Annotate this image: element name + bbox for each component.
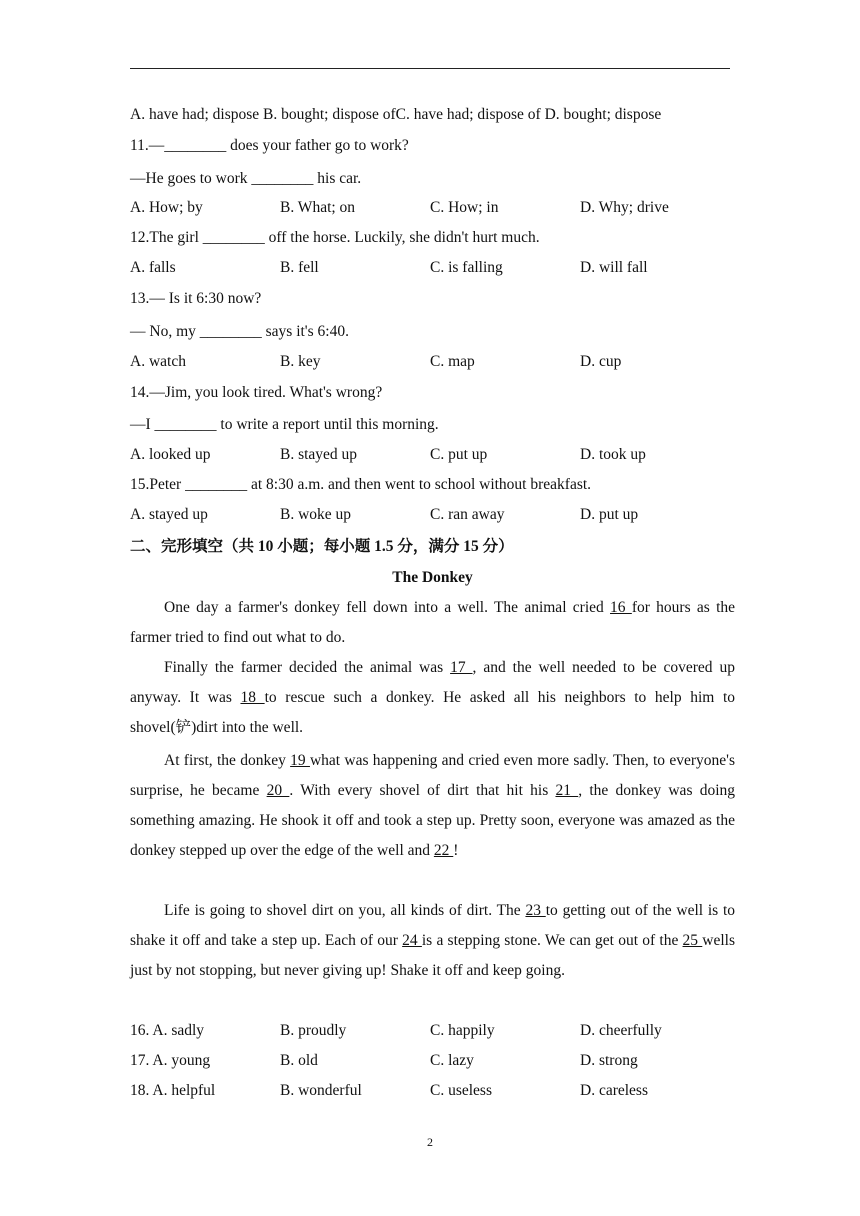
option-a: A. How; by [130,199,203,216]
header-rule [130,68,730,69]
blank-17: 17 [450,659,473,676]
q18-options [130,1081,735,1101]
option-a: 18. A. helpful [130,1082,216,1099]
option-c: C. put up [430,446,488,463]
option-d: D. Why; drive [580,199,669,216]
option-d: D. will fall [580,259,648,276]
page-number: 2 [427,1135,433,1149]
option-c: C. lazy [430,1052,474,1069]
q16-options [130,1021,735,1041]
passage-paragraph-4: Life is going to shovel dirt on you, all kinds of dirt. The 23 to getting out of the well is to shake it off and take a step up. Each of our 24 is a stepping stone. We can get out of the 25 wells just by not stopping, but never giving up! Shake it off and keep going. [130,902,736,979]
passage-paragraph-3: At first, the donkey 19 what was happening and cried even more sadly. Then, to everyone's surprise, he became 20 . With every shovel of dirt that hit his 21 , the donkey was doing something amazing. He shook it off and took a step up. Pretty soon, everyone was amazed as the donkey stepped up over the edge of the well and 22 ! [130,752,736,859]
q14-line-2: —I ________ to write a report until this morning. [130,416,439,433]
q11-line-1: 11.—________ does your father go to work? [130,137,409,154]
option-d: D. took up [580,446,646,463]
q13-options [130,352,735,372]
option-d: D. cheerfully [580,1022,662,1039]
q12-options [130,258,735,278]
option-a: 17. A. young [130,1052,211,1069]
q17-options [130,1051,735,1071]
option-c: C. map [430,353,475,370]
passage-title: The Donkey [392,569,473,586]
passage-paragraph-1: One day a farmer's donkey fell down into a well. The animal cried 16 for hours as the farmer tried to find out what to do. [130,599,735,646]
blank-20: 20 [266,782,290,799]
blank-24: 24 [402,932,422,949]
blank-21: 21 [555,782,579,799]
option-b: B. What; on [280,199,356,216]
q15-line-1: 15.Peter ________ at 8:30 a.m. and then went to school without breakfast. [130,476,592,493]
blank-16: 16 [610,599,632,616]
option-a: A. watch [130,353,186,370]
q14-line-1: 14.—Jim, you look tired. What's wrong? [130,384,383,401]
option-b: B. key [280,353,321,370]
option-b: B. stayed up [280,446,358,463]
option-b: B. wonderful [280,1082,362,1099]
option-d: D. cup [580,353,622,370]
option-a: 16. A. sadly [130,1022,205,1039]
option-a: A. falls [130,259,176,276]
q11-line-2: —He goes to work ________ his car. [130,170,362,187]
q13-line-2: — No, my ________ says it's 6:40. [130,323,349,340]
option-b: B. old [280,1052,318,1069]
q15-options [130,505,735,525]
blank-18: 18 [240,689,265,706]
blank-25: 25 [682,932,703,949]
option-d: D. careless [580,1082,648,1099]
option-a: A. stayed up [130,506,208,523]
q10-options: A. have had; dispose B. bought; dispose ofC. have had; dispose of D. bought; dispose [130,106,662,123]
section-heading: 二、完形填空（共 10 小题；每小题 1.5 分，满分 15 分） [130,538,514,555]
q12-line-1: 12.The girl ________ off the horse. Luckily, she didn't hurt much. [130,229,540,246]
option-c: C. useless [430,1082,492,1099]
q11-options [130,198,735,218]
passage-paragraph-2: Finally the farmer decided the animal was 17 , and the well needed to be covered up anyway. It was 18 to rescue such a donkey. He asked all his neighbors to help him to shovel(铲)dirt into the well. [130,659,735,736]
blank-19: 19 [290,752,310,769]
q13-line-1: 13.— Is it 6:30 now? [130,290,262,307]
option-c: C. ran away [430,506,505,523]
option-d: D. put up [580,506,639,523]
blank-23: 23 [525,902,546,919]
option-c: C. happily [430,1022,495,1039]
option-a: A. looked up [130,446,211,463]
q14-options [130,445,735,465]
blank-22: 22 [433,842,454,859]
option-b: B. fell [280,259,319,276]
option-d: D. strong [580,1052,638,1069]
option-c: C. is falling [430,259,503,276]
option-c: C. How; in [430,199,499,216]
option-b: B. woke up [280,506,352,523]
option-b: B. proudly [280,1022,347,1039]
